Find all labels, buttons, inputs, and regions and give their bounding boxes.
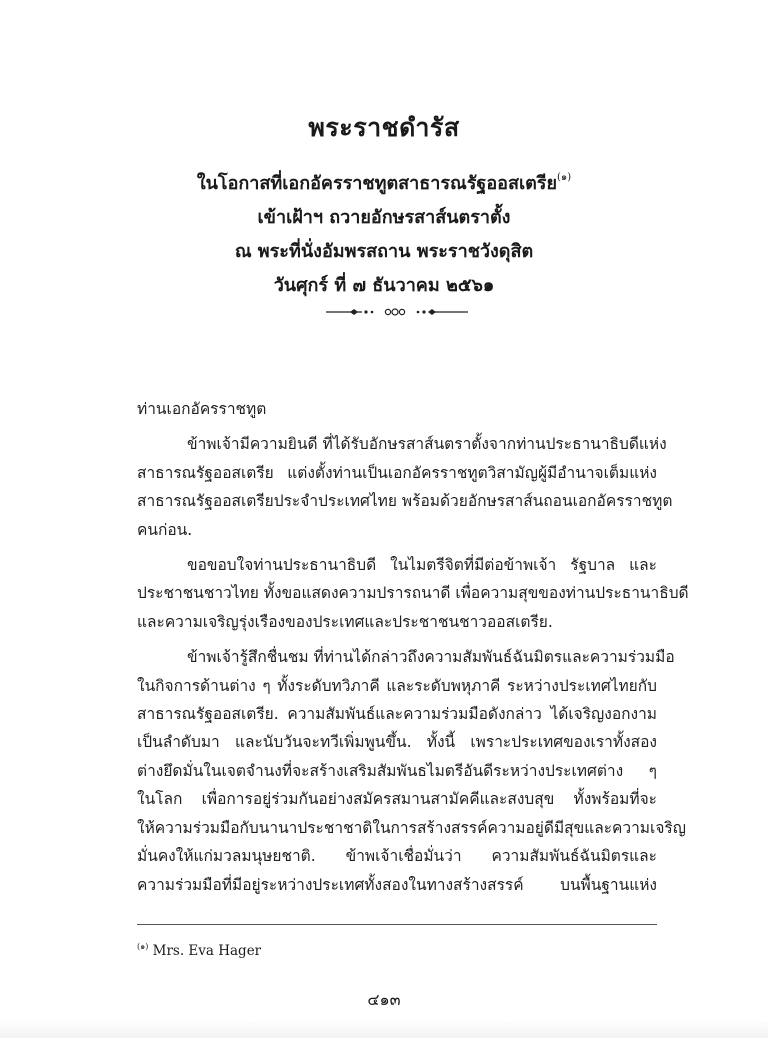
paragraph-line: ข้าพเจ้ามีความยินดี ที่ได้รับอักษรสาส์นตราตั้งจากท่านประธานาธิบดีแห่ง [187, 435, 667, 454]
paragraph-1 [137, 430, 673, 544]
paragraph-line: เป็นลำดับมา และนับวันจะทวีเพิ่มพูนขึ้น. ทั้งนี้ เพราะประเทศของเราทั้งสอง [137, 733, 657, 752]
subtitle-line-2: เข้าเฝ้าฯ ถวายอักษรสาส์นตราตั้ง [257, 207, 511, 228]
page-number: ๔๑๓ [367, 990, 401, 1009]
page-bottom-edge [0, 1020, 768, 1038]
subtitle-line-1-text: ในโอกาสที่เอกอัครราชทูตสาธารณรัฐออสเตรีย [196, 173, 558, 194]
salutation: ท่านเอกอัครราชทูต [137, 400, 267, 418]
paragraph-line: ในกิจการด้านต่าง ๆ ทั้งระดับทวิภาคี และระดับพหุภาคี ระหว่างประเทศไทยกับ [137, 676, 657, 695]
paragraph-line: และความเจริญรุ่งเรืองของประเทศและประชาชนชาวออสเตรีย. [137, 612, 553, 631]
paragraph-2 [137, 551, 689, 636]
paragraph-line: ประชาชนชาวไทย ทั้งขอแสดงความปรารถนาดี เพื่อความสุขของท่านประธานาธิบดี [137, 584, 689, 603]
subtitle-line-3: ณ พระที่นั่งอัมพรสถาน พระราชวังดุสิต [234, 241, 534, 262]
footnote-divider [137, 924, 657, 925]
paragraph-line: สาธารณรัฐออสเตรีย. ความสัมพันธ์และความร่วมมือดังกล่าว ได้เจริญงอกงาม [137, 705, 657, 724]
footnote [137, 940, 261, 959]
footnote-marker: (๑) [137, 942, 149, 951]
paragraph-line: ในโลก เพื่อการอยู่ร่วมกันอย่างสมัครสมานสามัคคีและสงบสุข ทั้งพร้อมที่จะ [137, 790, 657, 809]
decorative-divider-icon [0, 305, 768, 319]
paragraph-line: มั่นคงให้แก่มวลมนุษยชาติ. ข้าพเจ้าเชื่อมั่นว่า ความสัมพันธ์ฉันมิตรและ [137, 847, 657, 866]
subtitle-line-1 [0, 161, 768, 201]
paragraph-line: สาธารณรัฐออสเตรีย แต่งตั้งท่านเป็นเอกอัครราชทูตวิสามัญผู้มีอำนาจเต็มแห่ง [137, 463, 657, 482]
paragraph-line: ขอขอบใจท่านประธานาธิบดี ในไมตรีจิตที่มีต่อข้าพเจ้า รัฐบาล และ [187, 556, 657, 575]
paragraph-line: คนก่อน. [137, 520, 193, 539]
footnote-text: Mrs. Eva Hager [152, 943, 262, 959]
paragraph-line: ต่างยึดมั่นในเจตจำนงที่จะสร้างเสริมสัมพันธไมตรีอันดีระหว่างประเทศต่าง ๆ [137, 761, 657, 780]
paragraph-line: ให้ความร่วมมือกับนานาประชาชาติในการสร้างสรรค์ความอยู่ดีมีสุขและความเจริญ [137, 818, 686, 837]
paragraph-line: สาธารณรัฐออสเตรียประจำประเทศไทย พร้อมด้วยอักษรสาส์นถอนเอกอัครราชทูต [137, 492, 673, 511]
page-title: พระราชดำรัส [308, 113, 460, 142]
paragraph-line: ข้าพเจ้ารู้สึกชื่นชม ที่ท่านได้กล่าวถึงความสัมพันธ์ฉันมิตรและความร่วมมือ [187, 648, 675, 667]
speech-body [137, 395, 689, 906]
paragraph-line: ความร่วมมือที่มีอยู่ระหว่างประเทศทั้งสองในทางสร้างสรรค์ บนพื้นฐานแห่ง [137, 875, 657, 894]
footnote-reference: (๑) [557, 172, 572, 183]
subtitle-line-4: วันศุกร์ ที่ ๗ ธันวาคม ๒๕๖๑ [273, 275, 495, 296]
subtitle-block [0, 161, 768, 303]
paragraph-3 [137, 643, 686, 899]
